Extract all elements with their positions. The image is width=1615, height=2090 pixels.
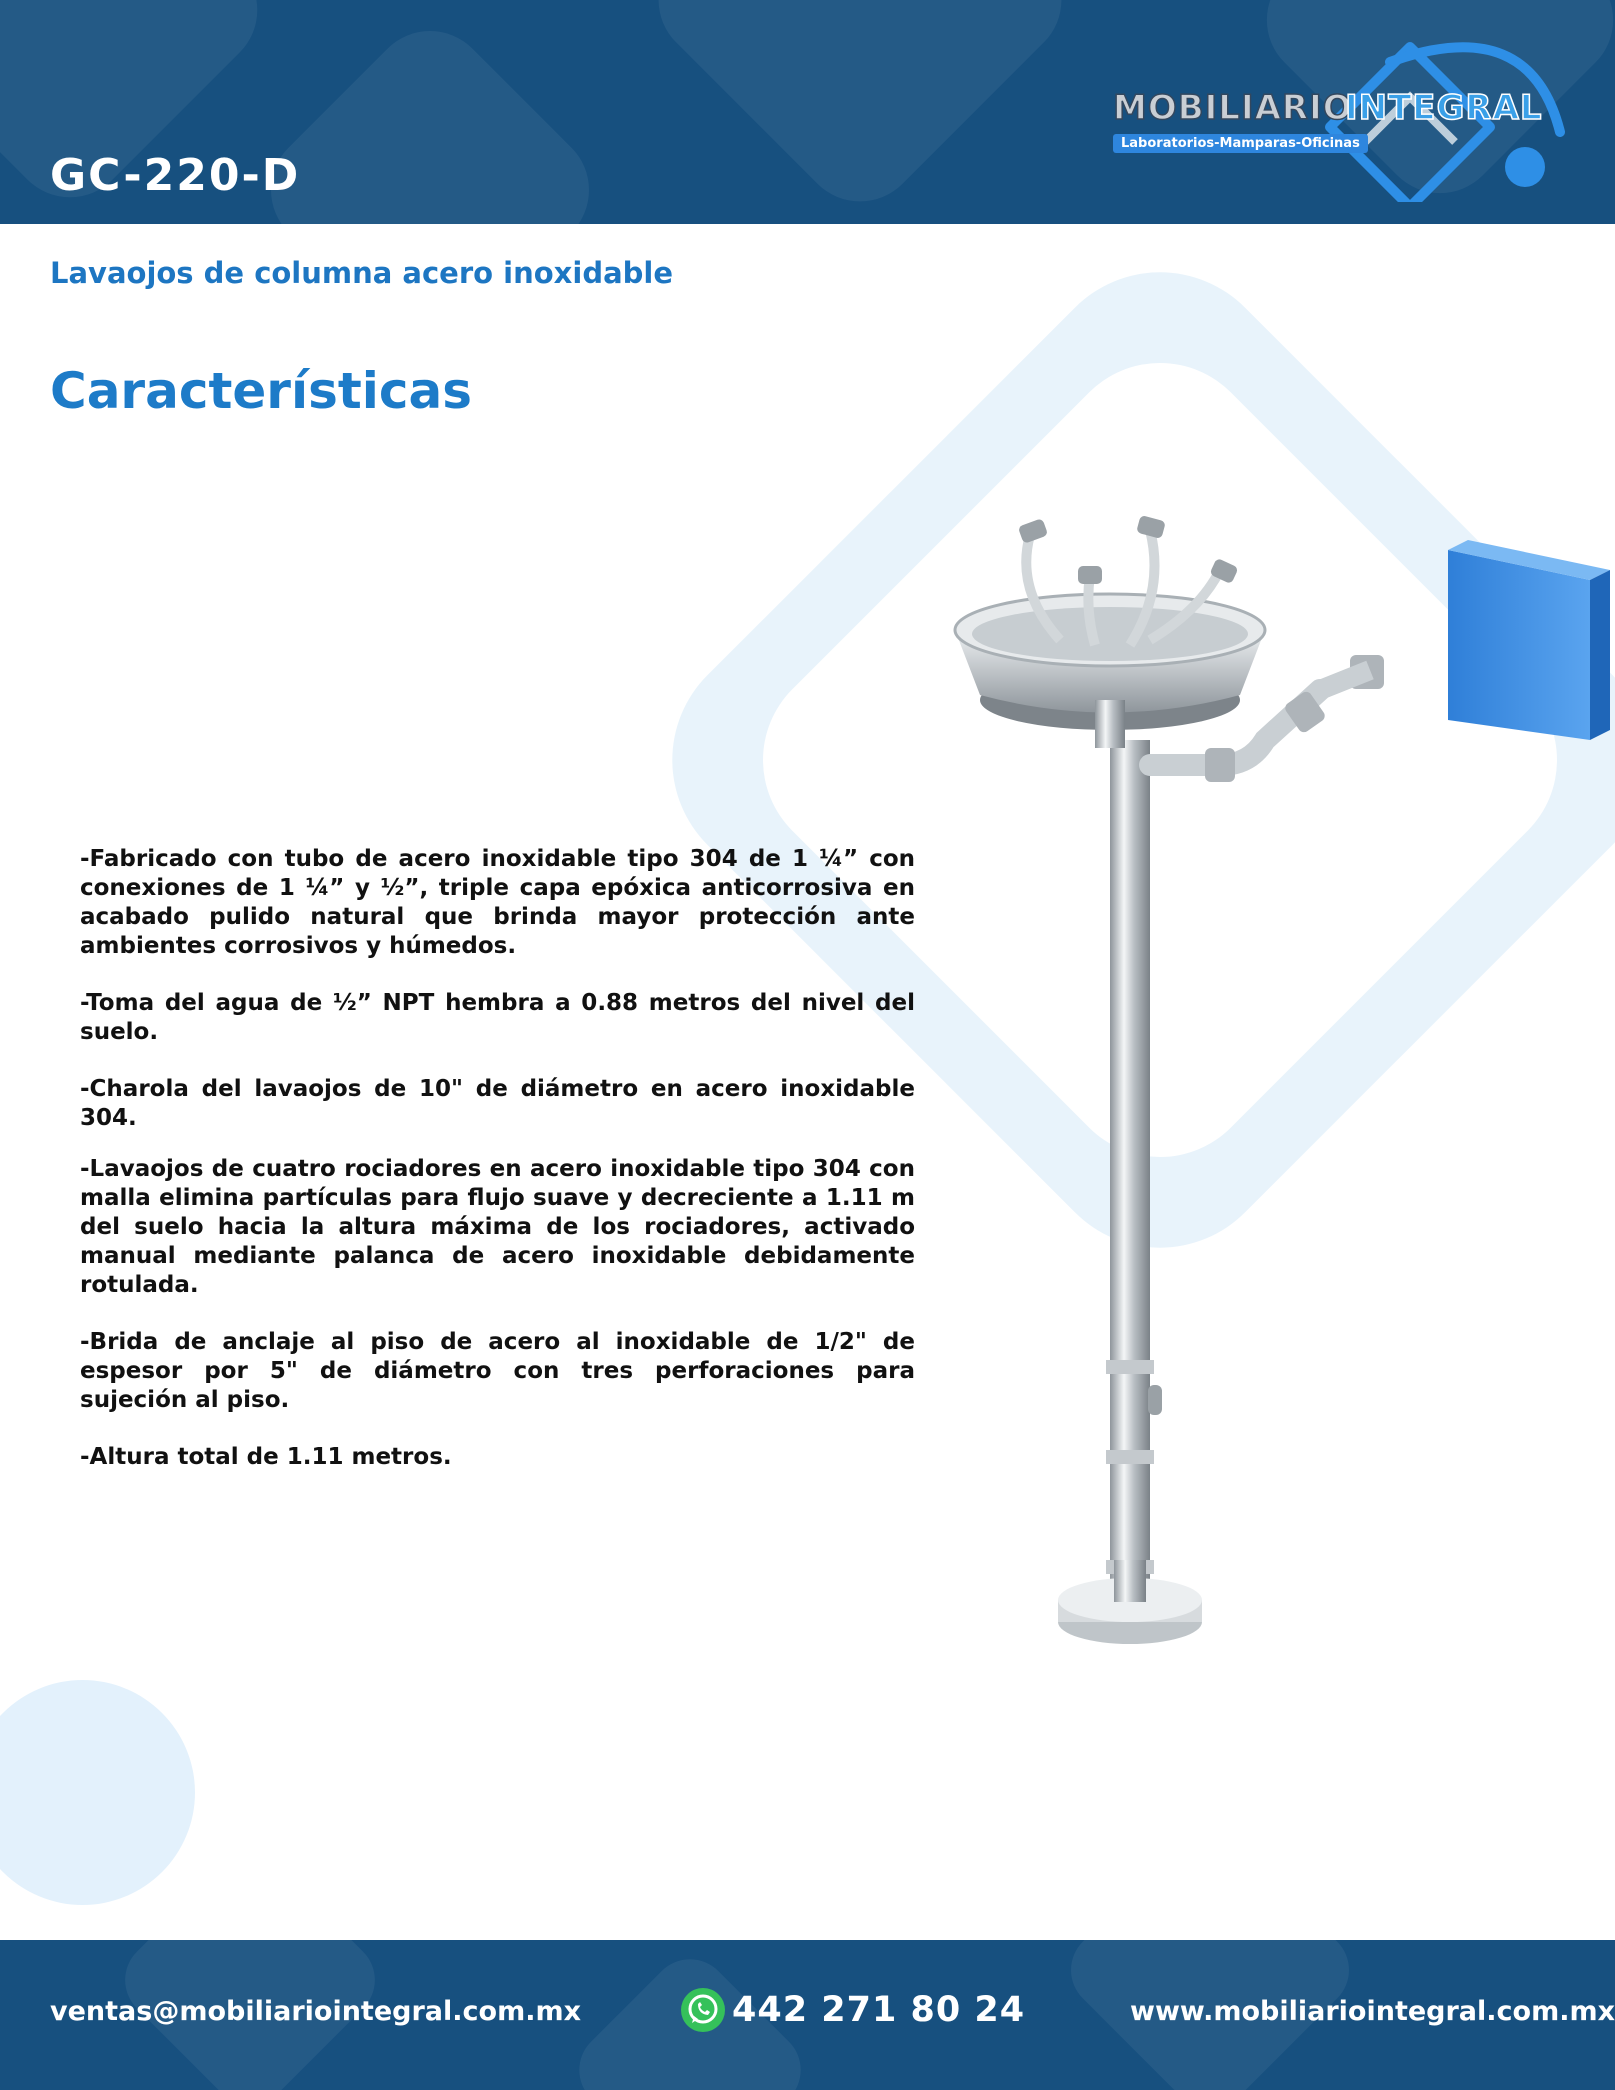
- spec-item: -Toma del agua de ½” NPT hembra a 0.88 metros del nivel del suelo.: [80, 990, 915, 1045]
- footer-email-link[interactable]: ventas@mobiliariointegral.com.mx: [50, 1996, 582, 2027]
- footer-website-link[interactable]: www.mobiliariointegral.com.mx: [1130, 1996, 1615, 2027]
- spec-item: -Lavaojos de cuatro rociadores en acero inoxidable tipo 304 con malla elimina partículas para flujo suave y decreciente a 1.11 m del suelo hacia la altura máxima de los rociadores, activado manual mediante palanca de acero inoxidable debidamente rotulada.: [80, 1156, 915, 1298]
- logo-word-integral: INTEGRAL: [1345, 88, 1543, 128]
- spec-item: -Charola del lavaojos de 10" de diámetro en acero inoxidable 304.: [80, 1076, 915, 1131]
- footer-phone-number[interactable]: 442 271 80 24: [732, 1990, 1026, 2030]
- product-code: GC-220-D: [50, 150, 301, 201]
- product-subtitle: Lavaojos de columna acero inoxidable: [50, 256, 674, 290]
- background-circle-shape: [0, 1680, 195, 1905]
- spec-item: -Fabricado con tubo de acero inoxidable tipo 304 de 1 ¼” con conexiones de 1 ¼” y ½”, triple capa epóxica anticorrosiva en acabado pulido natural que brinda mayor protección ante ambientes corrosivos y húmedos.: [80, 846, 915, 959]
- header-decor-shape: [246, 6, 614, 224]
- spec-item: -Brida de anclaje al piso de acero al inoxidable de 1/2" de espesor por 5" de diámetro con tres perforaciones para sujeción al piso.: [80, 1329, 915, 1413]
- logo-word-mobiliario: MOBILIARIO: [1113, 88, 1353, 128]
- header-decor-shape: [634, 0, 1087, 224]
- eyewash-station-image: [920, 500, 1615, 1690]
- whatsapp-icon: [680, 1987, 726, 2033]
- specifications-list: [80, 845, 915, 1472]
- spec-item: -Altura total de 1.11 metros.: [80, 1444, 452, 1470]
- logo-tagline: Laboratorios-Mamparas-Oficinas: [1113, 134, 1368, 153]
- section-title: Características: [50, 362, 473, 420]
